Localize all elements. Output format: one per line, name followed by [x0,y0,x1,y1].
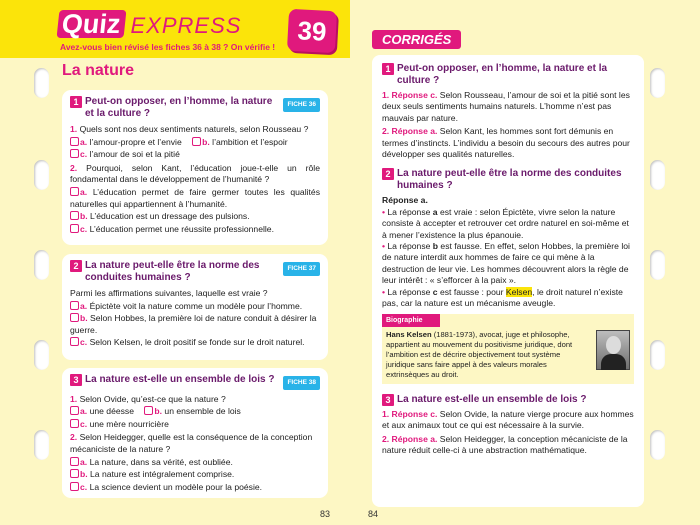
checkbox[interactable] [70,211,79,220]
section-number: 2 [382,168,394,180]
checkbox[interactable] [70,149,79,158]
answer-option[interactable]: c. l’amour de soi et la pitié [70,149,320,161]
checkbox[interactable] [70,137,79,146]
checkbox[interactable] [70,313,79,322]
answer-bullet: • La réponse c est fausse : pour Kelsen, le droit naturel n’existe pas, car la nature est un mécanisme aveugle. [382,286,623,309]
question-prompt: 1. Selon Ovide, qu’est-ce que la nature ? [70,393,226,404]
question-prompt: 2. Pourquoi, selon Kant, l’éducation joue-t-elle un rôle fondamental dans le développement de l’humanité ? [70,162,320,185]
answer-text: 1. Réponse c. Selon Ovide, la nature vierge procure aux hommes et aux animaux tout ce qui est nécessaire à la survie. [382,408,634,431]
question-number: 3 [70,374,82,386]
answer-option[interactable]: a. L’éducation permet de faire germer toutes les qualités naturelles qui appartiennent à l’humanité. [70,186,320,209]
checkbox[interactable] [70,406,79,415]
section-number: 3 [382,394,394,406]
answer-text: 2. Réponse a. Selon Kant, les hommes sont fort démunis en termes d’instincts. L’individu a besoin du secours des autres pour développer ses qualités naturelles. [382,126,630,160]
answer-text: 2. Réponse a. Selon Heidegger, la conception mécaniciste de la nature réduit celle-ci à une abstraction mathématique. [382,433,628,456]
checkbox[interactable] [70,457,79,466]
checkbox[interactable] [192,137,201,146]
answer-option[interactable]: b. La nature est intégralement comprise. [70,469,320,481]
answer-option[interactable]: b. L’éducation est un dressage des pulsions. [70,211,320,223]
answer-option[interactable]: c. Selon Kelsen, le droit positif se fonde sur le droit naturel. [70,337,320,349]
punch-hole [34,250,49,280]
checkbox[interactable] [70,224,79,233]
question-header [70,96,320,120]
corriges-label: CORRIGÉS [372,30,461,49]
punch-hole [34,430,49,460]
answer-option[interactable]: b. l’ambition et l’espoir [192,137,288,149]
answer-option[interactable]: a. Épictète voit la nature comme un modèle pour l’homme. [70,301,320,313]
answer-bullet: • La réponse a est vraie : selon Épictète, vivre selon la nature consiste à accepter et retrouver cet ordre naturel en soi-même et à mener l’existence la plus épanouie. [382,206,629,240]
question-prompt: Parmi les affirmations suivantes, laquelle est vraie ? [70,288,268,298]
answer-head: Réponse a. [382,195,428,206]
punch-hole [34,160,49,190]
page-number: 83 [320,509,331,519]
fiche-badge[interactable]: FICHE 36 [283,98,320,112]
checkbox[interactable] [70,337,79,346]
section-title: Peut-on opposer, en l’homme, la nature et la culture ? [397,63,608,86]
highlighted-name: Kelsen [505,286,533,297]
page-number: 84 [368,509,379,519]
question-card-2 [62,254,328,360]
biography-box [382,314,634,384]
section-title: La nature peut-elle être la norme des conduites humaines ? [397,168,622,192]
answer-text: 1. Réponse c. Selon Rousseau, l’amour de soi et la pitié sont les deux seuls sentiments humains naturels. L’homme n’est pas mauvais par nature. [382,90,630,123]
punch-hole [650,160,665,190]
question-card-1 [62,90,328,245]
answers-panel [372,55,644,507]
answer-option[interactable]: c. La science devient un modèle pour la poésie. [70,482,320,494]
quiz-title [58,10,241,39]
question-header [70,260,320,284]
question-title: Peut-on opposer, en l’homme, la nature et la culture ? [85,96,273,119]
question-header [70,374,320,390]
checkbox[interactable] [70,469,79,478]
section-number: 1 [382,63,394,75]
answer-option[interactable]: c. une mère nourricière [70,419,320,431]
answer-option[interactable]: a. l’amour-propre et l’envie [70,137,182,149]
answer-option[interactable]: b. un ensemble de lois [144,406,240,418]
fiche-badge[interactable]: FICHE 37 [283,262,320,276]
checkbox[interactable] [70,482,79,491]
question-prompt: 2. Selon Heidegger, quelle est la conséquence de la conception mécaniciste de la nature ? [70,432,313,454]
question-prompt: 1. Quels sont nos deux sentiments naturels, selon Rousseau ? [70,124,309,134]
question-number: 2 [70,260,82,272]
question-title: La nature peut-elle être la norme des conduites humaines ? [85,260,260,283]
quiz-header [0,0,350,58]
biography-label: Biographie [382,314,440,327]
punch-hole [650,430,665,460]
answer-option[interactable]: c. L’éducation permet une réussite professionnelle. [70,224,320,236]
checkbox[interactable] [70,301,79,310]
quiz-subtitle: Avez-vous bien révisé les fiches 36 à 38 ? On vérifie ! [60,42,276,52]
punch-hole [650,250,665,280]
checkbox[interactable] [70,419,79,428]
biography-text: Hans Kelsen (1881-1973), avocat, juge et philosophe, appartient au mouvement du positivisme juridique, dont l’ambition est de décrire objectivement tout système juridique sans faire appel à des valeurs morales extrinsèques au droit. [386,329,573,379]
portrait-photo [596,330,630,370]
page-title: La nature [62,62,135,79]
fiche-badge[interactable]: FICHE 38 [283,376,320,390]
answer-section-header [382,168,634,192]
question-title: La nature est-elle un ensemble de lois ? [85,374,275,385]
answer-bullet: • La réponse b est fausse. En effet, selon Hobbes, la première loi de nature interdit aux hommes de faire ce qui mène à la destruction de leur vie. Les hommes découvrent alors la règle de leur intérêt : « s’efforcer à la paix ». [382,241,630,286]
express-word: EXPRESS [130,13,242,38]
punch-hole [34,68,49,98]
section-title: La nature est-elle un ensemble de lois ? [397,393,587,405]
answer-section-header [382,394,634,406]
checkbox[interactable] [70,187,79,196]
question-number: 1 [70,96,82,108]
punch-hole [650,68,665,98]
answer-option[interactable]: a. La nature, dans sa vérité, est oubliée. [70,457,320,469]
answer-section-header [382,63,634,87]
checkbox[interactable] [144,406,153,415]
quiz-number-badge: 39 [287,9,337,53]
answer-option[interactable]: a. une déesse [70,406,134,418]
punch-hole [650,340,665,370]
quiz-word: Quiz [57,10,126,38]
question-card-3 [62,368,328,498]
answer-option[interactable]: b. Selon Hobbes, la première loi de nature conduit à désirer la guerre. [70,313,317,335]
punch-hole [34,340,49,370]
